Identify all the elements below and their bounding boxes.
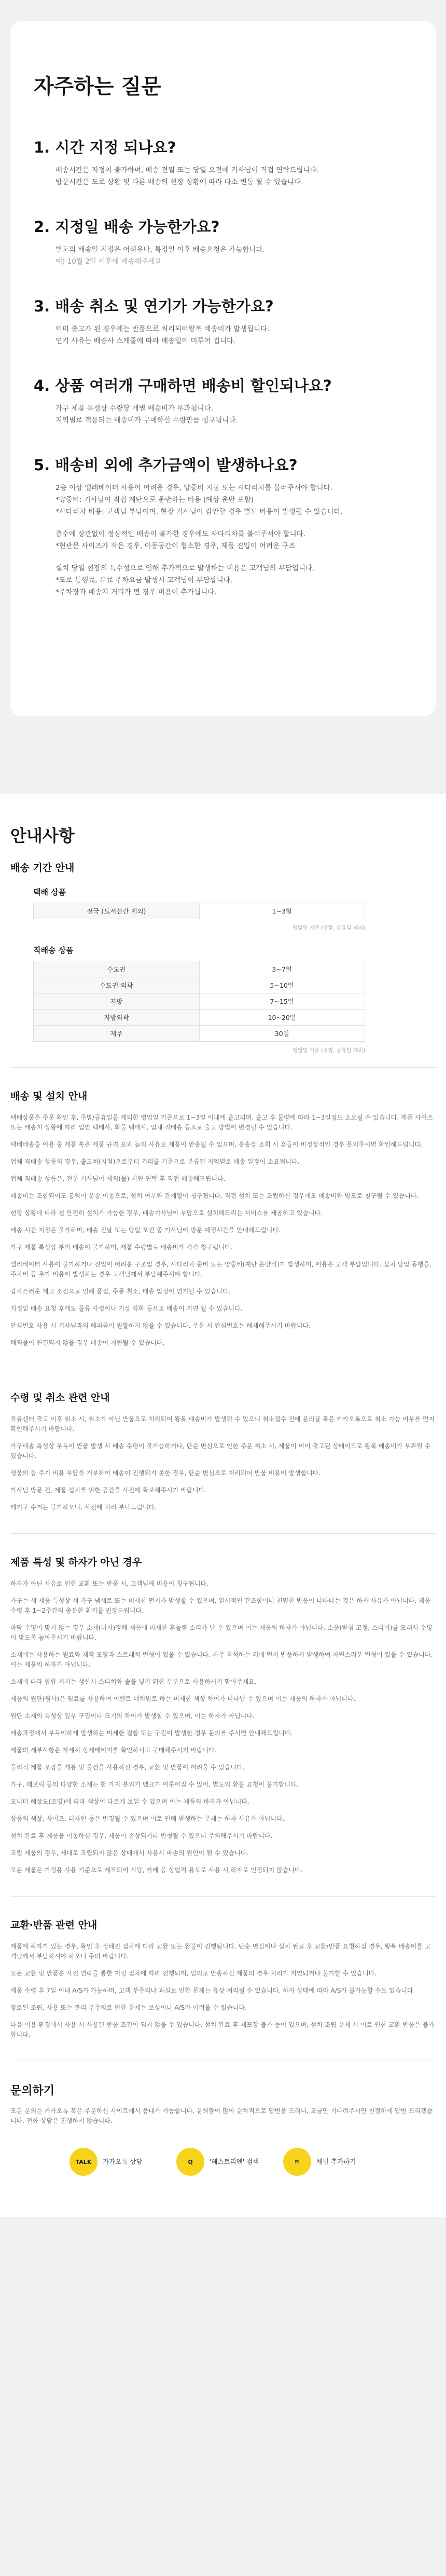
faq-answer-line: 배송시간은 지정이 불가하며, 배송 전일 또는 당일 오전에 기사님이 직접 연락드립니다. [55,166,319,174]
faq-answer-line: *양중비: 기사님이 직접 계단으로 운반하는 비용 (예상 운반 포함) [55,496,254,504]
section-paragraph: 지정일 배송 요청 후에도 물류 사정이나 기상 악화 등으로 배송이 지연 될 수 있습니다. [10,1305,243,1312]
faq-answer-line: *사다리차 비용: 고객님 부담이며, 현장 기사님이 감안할 경우 별도 비용이 발생될 수 있습니다. [55,508,343,516]
section-title: 교환·반품 관련 안내 [10,1919,97,1931]
section-paragraph: 하자가 아닌 사유로 인한 교환 또는 반품 시, 고객님께 비용이 청구됩니다. [10,1580,208,1587]
period-cell: 10~20일 [199,1010,365,1026]
section-paragraph: 가구는 새 제품 특성상 새 가구 냄새로 또는 미세한 먼지가 발생할 수 있으며, 일시적인 간조함이나 친밀한 반응이 나타나는 것은 하자 사유가 아닙니다. 제품 수령 후 1~2주간의 충분한 환기를 권장드립니다. [10,1597,431,1614]
inquiry-title: 문의하기 [10,2084,55,2097]
section-paragraph: 배송비는 조합되어도 봉역이 운송 이동으로, 설치 여부와 관계없이 청구됩니다. 직접 설치 또는 조립하신 경우에도 배송비와 별도로 청구될 수 있습니다. [10,1192,419,1200]
section-paragraph: 상품의 색상, 사이즈, 디자인 등은 변경될 수 있으며 이로 인해 발생하는 문제는 하자 사유가 아닙니다. [10,1815,285,1822]
faq-question: 3. 배송 취소 및 연기가 가능한가요? [34,297,274,315]
table-row [34,1010,365,1026]
direct-label: 직배송 상품 [33,946,74,955]
section-paragraph: 다음 이용 환경에서 사용 시 사용된 반품 조건이 되지 않을 수 있습니다. 설치 완료 후 재포장 불가 등이 있으며, 설치 조립 문제 시 이로 인한 교환 반품은 불가합니다. [10,2021,435,2038]
direct-table [33,961,365,1042]
faq-answer-line: *현관문 사이즈가 작은 경우, 이동공간이 협소한 경우, 제품 진입이 어려운 구조 [55,542,296,550]
period-cell: 1~3일 [199,903,365,919]
delivery-period-title: 배송 기간 안내 [10,862,75,874]
section-paragraph: 현장 상황에 따라 첩 안전히 설치가 가능한 경우, 배송기사님이 부담으로 설치해드리는 서비스를 제공하고 있습니다. [10,1209,323,1217]
faq-item [34,295,412,347]
faq-answer [34,323,412,347]
section-paragraph: 폐기구 수거는 불가하오니, 사전에 처리 부탁드립니다. [10,1504,157,1511]
divider [10,1896,436,1897]
section-paragraph: 갑작스러운 재고 소진으로 인해 품절, 주문 취소, 배송 일정이 연기될 수 있습니다. [10,1288,231,1295]
kakao-talk-icon: TALK [69,2148,97,2176]
spacer [55,552,412,563]
inquiry-text: 모든 문의는 카카오톡 혹은 주문하신 사이트에서 응대가 가능합니다. 문의량이 많아 순차적으로 답변을 드리니, 조금만 기다려주시면 친절하게 답변 드리겠습니다. 전화 상담은 진행하지 않습니다. [10,2107,433,2124]
faq-answer-line: 설치 당일 현장의 특수성으로 인해 추가적으로 발생하는 비용은 고객님의 부담입니다. [55,564,315,573]
notice-title: 안내사항 [10,826,75,846]
section-paragraph: 소재에 따라 합합 지지는 생산시 스티치와 솔을 넣기 위한 부분으로 사용하시기 말아주세요. [10,1678,257,1685]
section-paragraph: 원단 소재의 특성상 일부 구김이나 크기의 차이가 발생할 수 있으며, 이는 하자가 아닙니다. [10,1712,255,1720]
faq-answer-line: 방문시간은 도로 상황 및 다른 배송의 현장 상황에 따라 다소 변동 될 수 있습니다. [55,178,303,186]
section-title: 수령 및 취소 관련 안내 [10,1392,110,1403]
table-row [34,977,365,993]
section-title: 배송 및 설치 안내 [10,1091,88,1102]
period-cell: 5~10일 [199,977,365,993]
section-paragraph: 제품의 세부사항은 자세히 상세페이지를 확인하시고 구매해주시기 바랍니다. [10,1747,217,1754]
faq-answer-line: 이미 출고가 된 경우에는 반품으로 처리되어왕복 배송비가 발생됩니다. [55,325,270,333]
section-paragraph: 바닥 수평이 맞지 않는 경우 소재(미지)정해 제품에 미세한 흔들림 소리가 날 수 있으며 이는 제품의 하자가 아닙니다. 소품(받침 고정, 스티커)를 모래서 수평이 맞도록 놓아주시기 바랍니다. [10,1624,433,1641]
table-row [34,1026,365,1042]
faq-answer [34,403,412,427]
notice-block [10,1917,436,2040]
notice-block [10,1555,436,1875]
faq-item [34,136,412,188]
divider [10,1067,436,1068]
section-paragraph: 안심번호 사용 시 기사님과의 해피콜이 원활하지 않을 수 있습니다. 주문 시 안심번호는 해제해주시기 바랍니다. [10,1322,311,1329]
table-row [34,903,365,919]
inquiry-button[interactable] [283,2148,377,2176]
notice-sections [10,1088,436,2061]
channel-add-icon: ✉ [283,2148,311,2176]
section-paragraph: 모든 교환 및 반품은 사전 연락을 통한 지정 절차에 따라 진행되며, 임의로 반송하신 제품의 경우 처리가 지연되거나 불가할 수 있습니다. [10,1970,377,1977]
inquiry-button[interactable] [69,2148,163,2176]
section-paragraph: 모든 제품은 가정용 사용 기준으로 제작되어 식당, 카페 등 상업적 용도로 사용 시 하자로 인정되지 않습니다. [10,1866,303,1874]
section-paragraph: 조립 제품의 경우, 제대로 조립되지 않은 상태에서 사용시 파손의 원인이 될 수 있습니다. [10,1849,249,1857]
faq-answer [34,165,412,188]
parcel-table [33,903,365,919]
faq-answer-line: 별도의 배송일 지정은 어려우나, 특정일 이후 배송요청은 가능합니다. [55,246,265,254]
region-cell: 제주 [34,1026,200,1042]
section-paragraph: 엘리베이터 사용이 불가하거나 진입이 어려운 구조일 경우, 사다리차 준비 또는 양중비(계단 운반비)가 발생하며, 이용은 고객 부담입니다. 설치 당일 동행을, 주차비 등 추가 비용이 발생하는 경우 고객님께서 부담해주셔야 합니다. [10,1261,431,1278]
inquiry-button-label: 채널 추가하기 [316,2158,356,2165]
section-paragraph: 택배배송을 이용 중 제품 혹은 제품 규격 포과 높의 사유로 제품이 반송될 수 있으며, 운송장 조회 시 흔들이 비정상적인 경우 문의주시면 확인해드립니다. [10,1141,423,1148]
faq-question: 1. 시간 지정 되나요? [34,139,176,156]
inquiry-button[interactable] [176,2148,270,2176]
section-paragraph: 영웅의 등 주기 비용 부담을 거부하여 배송이 진행되지 못한 경우, 단순 변심으로 처리되어 반품 비용이 발생합니다. [10,1469,321,1477]
table-row [34,961,365,977]
period-cell: 3~7일 [199,961,365,977]
section-paragraph: 가구 제품 특성상 부피 배송이 불가하며, 재품 수량별로 배송비가 각각 청구됩니다. [10,1244,233,1251]
inquiry-button-label: '헤스트리엔' 검색 [210,2158,259,2165]
divider [10,1533,436,1534]
section-paragraph: 배송 시간 지정은 불가하며, 배송 전날 또는 당일 오전 중 기사님이 방문 예정시간을 안내해드립니다. [10,1226,281,1234]
faq-list [34,136,412,598]
section-paragraph: 업체 직배송 상품의 경우, 출고처(지점)으로부터 거리를 기준으로 분류된 지역별로 배송 일정이 소요됩니다. [10,1158,300,1165]
parcel-label: 택배 상품 [33,888,66,897]
section-paragraph: 설치 완료 후 제품을 이동하실 경우, 제품이 손상되거나 변형될 수 있으니 주의해주시기 바랍니다. [10,1832,273,1839]
inquiry-section [10,2082,436,2197]
section-paragraph: 물류센터 출고 이후 취소 시, 취소가 아닌 반품으로 처리되어 왕복 배송비가 발생될 수 있으니 취소접수 전에 문의글 혹은 카카오톡으로 취소 가능 여부를 먼저 확인해주시기 바랍니다. [10,1415,435,1433]
faq-answer-line: *도로 통행료, 유료 주차요금 발생시 고객님이 부담합니다. [55,576,233,584]
faq-answer-line: 연기 사유는 배송사 스케줄에 따라 배송일이 미루어 집니다. [55,337,236,345]
faq-answer [34,244,412,268]
faq-item [34,215,412,268]
section-paragraph: 가구, 패브릭 등의 다양한 소재는 한 가지 분위기 벨크가 이루어질 수 있어, 별도의 환불 요청이 불가합니다. [10,1781,299,1788]
faq-question: 5. 배송비 외에 추가금액이 발생하나요? [34,456,298,474]
notice-section [0,794,446,2217]
section-paragraph: 제품에 하자가 있는 경우, 확인 후 정해진 절차에 따라 교환 또는 환불이 진행됩니다. 단순 변심이나 설치 완료 후 교환/반품 요청하실 경우, 왕복 배송비를 고객님께서 부담하셔야 하오니 주의 바랍니다. [10,1943,431,1960]
search-icon: Q [176,2148,204,2176]
faq-question: 2. 지정일 배송 가능한가요? [34,218,220,236]
faq-answer-example: 예) 10월 2일 이후에 배송해주세요 [55,257,162,266]
faq-answer-line: 2층 이상 엘레베이터 사용이 어려운 경우, 양중비 지불 또는 사다리차를 불러주셔야 합니다. [55,484,332,492]
section-paragraph: 배송과정에서 부득이하게 발생하는 미세한 결합 또는 구김이 발생한 경우 문의를 주시면 안내해드립니다. [10,1729,293,1737]
section-paragraph: 택배상품은 주문 확인 후, 주말/공휴일을 제외한 영업일 기준으로 1~3일 이내에 출고되며, 출고 후 물량에 따라 1~3일정도 소요될 수 있습니다. 제품 사이즈 또는 배송지 상황에 따라 일반 택배사, 화물 택배사, 업체 직배송 등으로 출고 방법이 변경될 수 있습니다. [10,1114,433,1131]
region-cell: 수도권 외곽 [34,977,200,993]
faq-answer-line: 지역별로 적용되는 배송비가 구매하신 수량만큼 청구됩니다. [55,416,238,425]
notice-block [10,1088,436,1348]
faq-answer-line: *주차장과 배송지 거리가 먼 경우 비용이 추가됩니다. [55,588,217,596]
region-cell: 지방외곽 [34,1010,200,1026]
faq-answer [34,482,412,598]
spacer [55,518,412,528]
region-cell: 수도권 [34,961,200,977]
section-paragraph: 제품의 원단(원사)은 염료를 사용하여 이벤트 배치별로 하는 미세한 색상 차이가 나타날 수 있으며 이는 제품의 하자가 아닙니다. [10,1695,356,1702]
faq-answer-line: 가구 제품 특성상 수량당 개별 배송비가 부과됩니다. [55,404,213,413]
parcel-note: 평일및 기준 (주말, 공휴일 제외) [292,925,365,931]
section-paragraph: 가사님 방문 전, 제품 설치를 위한 공간을 사전에 확보해주시기 바랍니다. [10,1487,207,1494]
region-cell: 전국 (도서산간 제외) [34,903,200,919]
section-title: 제품 특성 및 하자가 아닌 경우 [10,1557,142,1568]
faq-title: 자주하는 질문 [34,75,161,99]
faq-item [34,374,412,427]
faq-question: 4. 상품 여러개 구매하면 배송비 할인되나요? [34,377,332,394]
notice-block [10,1390,436,1512]
section-paragraph: 소재에는 사용하는 원료와 제작 모양과 스트레치 변형이 있을 수 있습니다. 자주 착석하는 위에 먼저 반응하지 발생하여 자연스러운 변형이 있을 수 있습니다. 이는 제품의 하자가 아닙니다. [10,1651,433,1668]
delivery-period-box [33,887,365,1054]
section-paragraph: 가구배송 특성상 부득이 반품 발생 시 배송 수령이 불가능하거나, 단순 변심으로 인한 주문 취소 시, 제품이 이미 출고된 상태이므로 왕복 배송비가 부과될 수 있습니다. [10,1442,431,1460]
section-paragraph: 모니터 해상도(조명)에 따라 색상이 다르게 보일 수 있으며 이는 제품의 하자가 아닙니다. [10,1798,249,1805]
direct-note: 평일및 기준 (주말, 공휴일 제외) [292,1048,365,1054]
section-paragraph: 업체 직배송 상품은, 전문 기사님이 제외(물) 지연 연락 후 직접 배송해드립니다. [10,1175,226,1182]
section-paragraph: 물리적 제품 포장을 개봉 및 물건을 사용하신 경우, 교환 및 반품이 어려울 수 있습니다. [10,1764,245,1771]
inquiry-buttons [10,2137,436,2197]
section-paragraph: 장로된 조립, 사용 또는 관리 부주의로 인한 문제는 보상이나 A/S가 어려울 수 있습니다. [10,2004,247,2011]
period-cell: 7~15일 [199,993,365,1010]
faq-answer-line: 층수에 상관없이 정상적인 배송이 불가한 경우에도 사다리차를 불러주셔야 합니다. [55,530,306,538]
table-row [34,993,365,1010]
region-cell: 지방 [34,993,200,1010]
period-cell: 30일 [199,1026,365,1042]
section-paragraph: 해외물이 연결되지 않을 경우 배송이 지연될 수 있습니다. [10,1339,165,1346]
faq-card [10,21,436,716]
section-paragraph: 제품 수령 후 7일 이내 A/S가 가능하며, 고객 부주의나 과실로 인한 문제는 유상 처리될 수 있습니다. 하자 상태에 따라 A/S가 불가능할 수도 있습니다. [10,1987,415,1994]
faq-item [34,454,412,598]
inquiry-button-label: 카카오톡 상담 [103,2158,143,2165]
